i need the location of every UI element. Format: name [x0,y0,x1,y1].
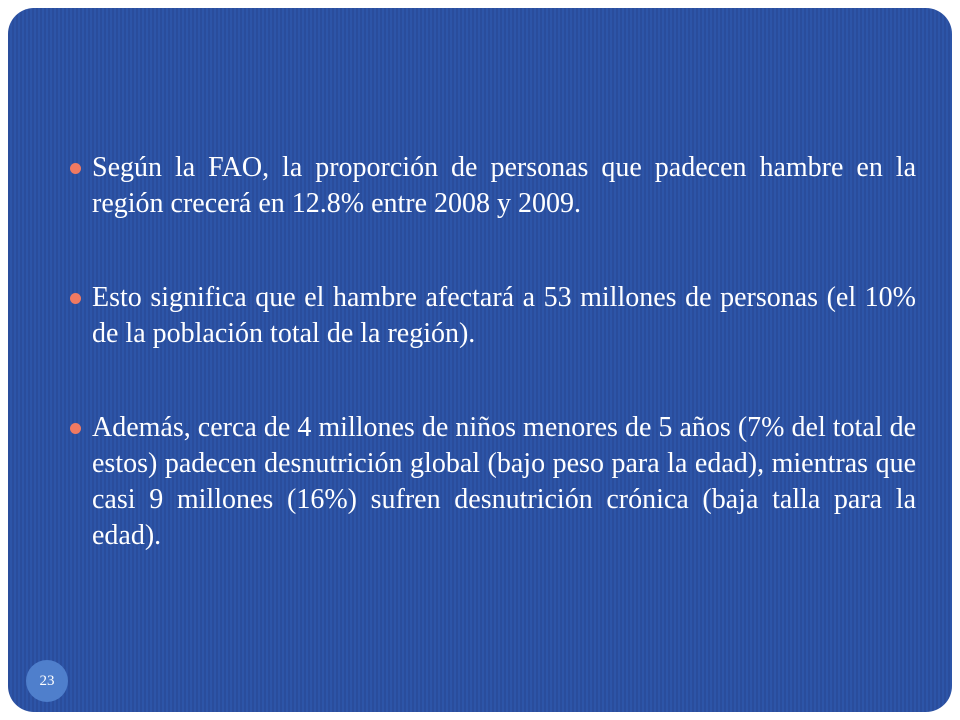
slide [8,8,952,712]
bullet-dot-icon [70,423,81,434]
bullet-text: Además, cerca de 4 millones de niños menores de 5 años (7% del total de estos) padecen desnutrición global (bajo peso para la edad), mientras que casi 9 millones (16%) sufren desnutrición crónica (baja talla para la edad). [92,412,916,551]
bullet-item [70,150,916,222]
bullet-text: Según la FAO, la proporción de personas que padecen hambre en la región crecerá en 12.8% entre 2008 y 2009. [92,152,916,219]
bullet-text: Esto significa que el hambre afectará a 53 millones de personas (el 10% de la población total de la región). [92,282,916,349]
bullet-dot-icon [70,293,81,304]
bullet-list [70,150,916,612]
bullet-item [70,410,916,554]
slide-number: 23 [26,660,68,702]
bullet-item [70,280,916,352]
bullet-dot-icon [70,163,81,174]
